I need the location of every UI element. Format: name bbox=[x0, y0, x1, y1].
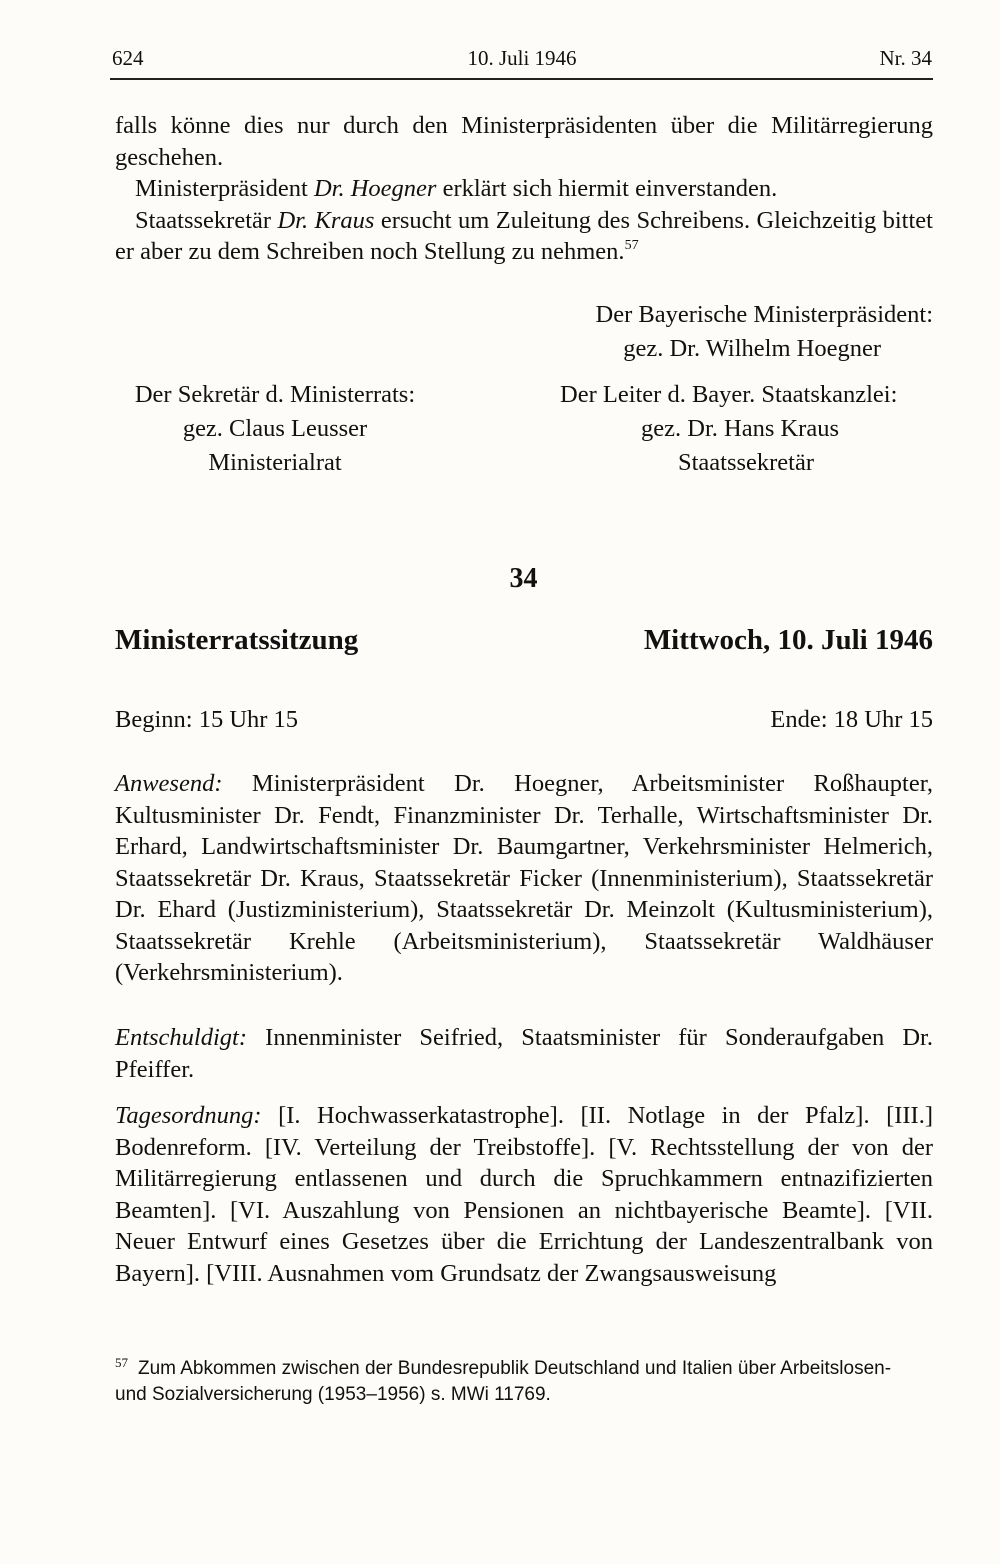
intro-p2-prefix: Ministerpräsident bbox=[135, 175, 314, 202]
session-heading bbox=[115, 624, 933, 664]
page-header bbox=[112, 46, 932, 76]
present-label: Anwesend: bbox=[115, 770, 223, 797]
intro-p3-suffix: ersucht um Zuleitung des Schreibens. Gleichzeitig bittet er aber zu dem Schreiben noch Stellung zu nehmen. bbox=[115, 206, 933, 265]
intro-p2-name: Dr. Hoegner bbox=[313, 175, 437, 202]
page-number: 624 bbox=[112, 46, 144, 70]
signature-president bbox=[596, 298, 933, 366]
chancellery-name: gez. Dr. Hans Kraus bbox=[641, 415, 839, 442]
document-number: 34 bbox=[509, 563, 538, 594]
footnote bbox=[115, 1350, 933, 1408]
session-times bbox=[115, 706, 933, 738]
intro-paragraph-2 bbox=[115, 173, 933, 205]
president-title: Der Bayerische Ministerpräsident: bbox=[595, 301, 933, 328]
signature-secretary bbox=[116, 378, 434, 480]
session-begin: Beginn: 15 Uhr 15 bbox=[115, 706, 299, 733]
chancellery-rank: Staatssekretär bbox=[677, 449, 815, 476]
footnote-line-1: Zum Abkommen zwischen der Bundesrepublik Deutschland und Italien über Arbeitslosen- bbox=[138, 1358, 892, 1379]
intro-paragraph-3 bbox=[115, 205, 933, 268]
header-date: 10. Juli 1946 bbox=[467, 46, 577, 70]
intro-p2-suffix: erklärt sich hiermit einverstanden. bbox=[436, 175, 778, 202]
attendance-excused bbox=[115, 1022, 933, 1085]
secretary-rank: Ministerialrat bbox=[208, 449, 342, 476]
intro-p3-name: Dr. Kraus bbox=[277, 206, 375, 234]
chancellery-title: Der Leiter d. Bayer. Staatskanzlei: bbox=[560, 381, 898, 408]
attendance-present bbox=[115, 768, 933, 989]
agenda-label: Tagesordnung: bbox=[115, 1102, 262, 1129]
header-rule bbox=[110, 78, 933, 80]
session-end: Ende: 18 Uhr 15 bbox=[770, 706, 933, 733]
header-issue-number: Nr. 34 bbox=[879, 46, 932, 70]
secretary-name: gez. Claus Leusser bbox=[182, 415, 368, 442]
excused-list: Innenminister Seifried, Staatsminister für Sonderaufgaben Dr. Pfeiffer. bbox=[115, 1024, 933, 1083]
excused-label: Entschuldigt: bbox=[115, 1024, 248, 1051]
session-date: Mittwoch, 10. Juli 1946 bbox=[643, 624, 933, 656]
session-title: Ministerratssitzung bbox=[115, 624, 359, 656]
intro-text bbox=[115, 110, 933, 268]
intro-paragraph-1: falls könne dies nur durch den Ministerpräsidenten über die Militärregierung geschehen. bbox=[115, 112, 933, 171]
secretary-title: Der Sekretär d. Ministerrats: bbox=[134, 381, 416, 408]
agenda-items: [I. Hochwasserkatastrophe]. [II. Notlage in der Pfalz]. [III.] Bodenreform. [IV. Verteilung der Treibstoffe]. [V. Rechtsstellung der von der Militärregierung entlassenen und durch die Spruchkammern entnazifizierten Beamten]. [VI. Auszahlung von Pensionen an nichtbayerische Beamte]. [VII. Neuer Entwurf eines Gesetzes über die Errichtung der Landeszentralbank von Bayern]. [VIII. Ausnahmen vom Grundsatz der Zwangsausweisung bbox=[115, 1102, 933, 1287]
president-name: gez. Dr. Wilhelm Hoegner bbox=[623, 335, 881, 362]
footnote-number: 57 bbox=[115, 1355, 128, 1370]
footnote-line-2: und Sozialversicherung (1953–1956) s. MWi 11769. bbox=[115, 1384, 551, 1405]
footnote-reference[interactable]: 57 bbox=[624, 238, 639, 253]
present-list: Ministerpräsident Dr. Hoegner, Arbeitsminister Roßhaupter, Kultusminister Dr. Fendt, Finanzminister Dr. Terhalle, Wirtschaftsminister Dr. Erhard, Landwirtschaftsminister Dr. Baumgartner, Verkehrsminister Helmerich, Staatssekretär Dr. Kraus, Staatssekretär Ficker (Innenministerium), Staatssekretär Dr. Ehard (Justizministerium), Staatssekretär Dr. Meinzolt (Kultusministerium), Staatssekretär Krehle (Arbeitsministerium), Staatssekretär Waldhäuser (Verkehrsministerium). bbox=[115, 770, 933, 986]
intro-p3-prefix: Staatssekretär bbox=[135, 206, 278, 234]
signature-chancellery bbox=[560, 378, 932, 480]
agenda bbox=[115, 1100, 933, 1289]
